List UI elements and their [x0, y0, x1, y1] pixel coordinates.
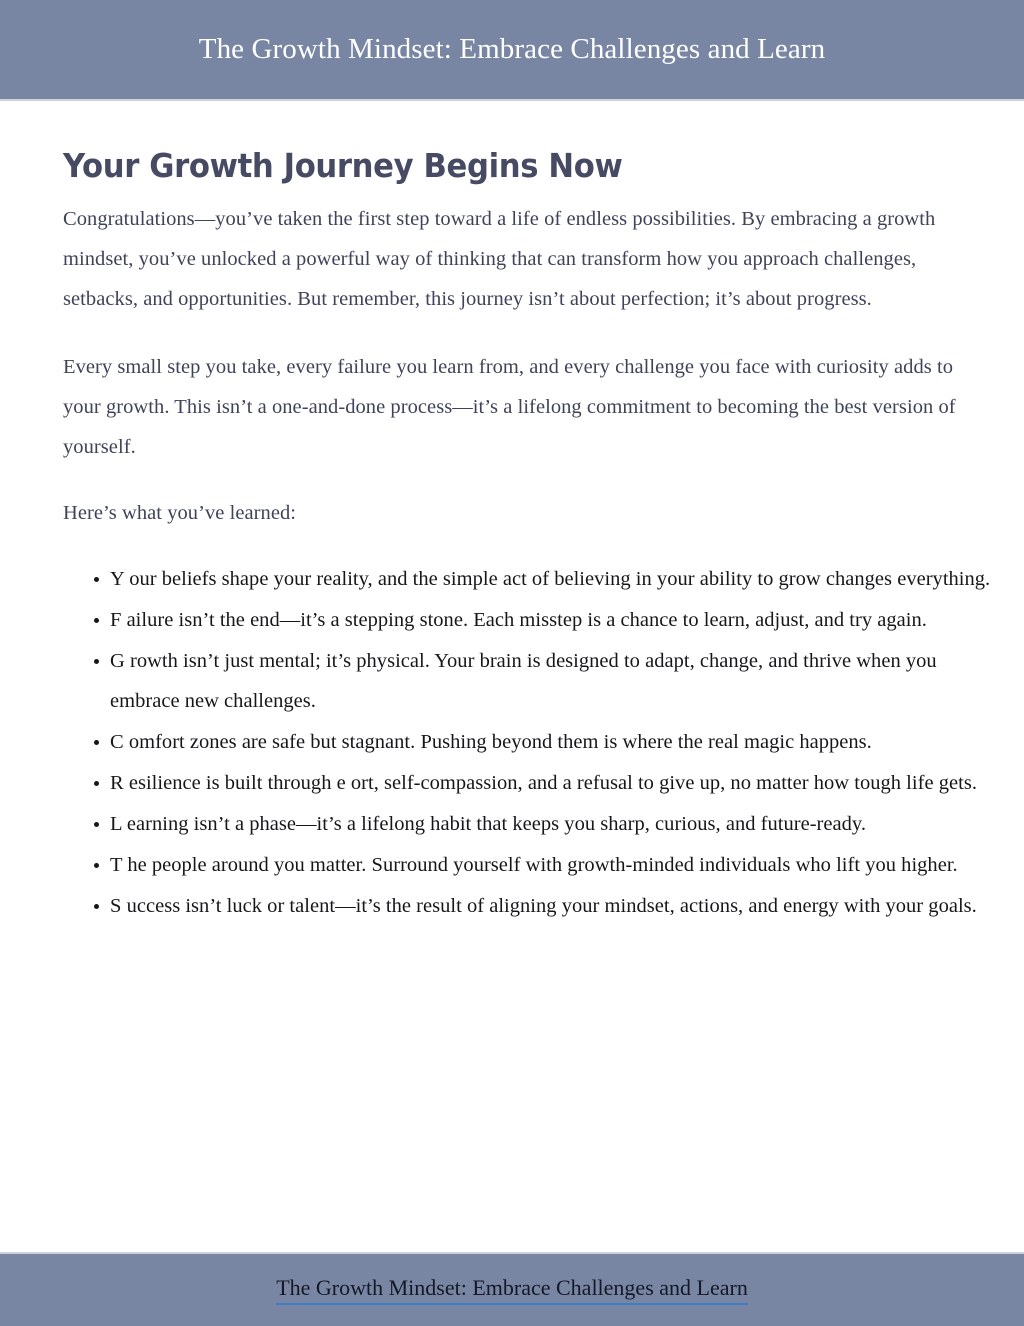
list-item: S uccess isn’t luck or talent—it’s the result of aligning your mindset, actions, and energy with your goals. — [63, 886, 994, 926]
list-item: T he people around you matter. Surround yourself with growth-minded individuals who lift you higher. — [63, 845, 994, 885]
list-item: G rowth isn’t just mental; it’s physical. Your brain is designed to adapt, change, and thrive when you embrace new challenges. — [63, 641, 994, 721]
list-item: L earning isn’t a phase—it’s a lifelong habit that keeps you sharp, curious, and future-ready. — [63, 804, 994, 844]
page-footer-band — [0, 1252, 1024, 1326]
list-intro-text: Here’s what you’ve learned: — [63, 501, 297, 524]
list-item: Y our beliefs shape your reality, and the simple act of believing in your ability to grow changes everything. — [63, 559, 994, 599]
footer-title-link[interactable]: The Growth Mindset: Embrace Challenges and Learn — [276, 1275, 748, 1304]
list-item: C omfort zones are safe but stagnant. Pushing beyond them is where the real magic happens. — [63, 722, 994, 762]
intro-paragraph-2: Every small step you take, every failure you learn from, and every challenge you face with curiosity adds to your growth. This isn’t a one-and-done process—it’s a lifelong commitment to becoming the best version of yourself. — [63, 355, 956, 458]
learned-list — [63, 559, 994, 926]
section-heading: Your Growth Journey Begins Now — [63, 146, 623, 185]
list-item: R esilience is built through e ort, self-compassion, and a refusal to give up, no matter how tough life gets. — [63, 763, 994, 803]
intro-paragraph-1: Congratulations—you’ve taken the first step toward a life of endless possibilities. By embracing a growth mindset, you’ve unlocked a powerful way of thinking that can transform how you approach challenges, setbacks, and opportunities. But remember, this journey isn’t about perfection; it’s about progress. — [63, 207, 936, 310]
page-title: The Growth Mindset: Embrace Challenges and Learn — [198, 33, 826, 65]
document-content — [0, 103, 1024, 1252]
list-item: F ailure isn’t the end—it’s a stepping stone. Each misstep is a chance to learn, adjust, and try again. — [63, 600, 994, 640]
page-header-band — [0, 0, 1024, 101]
